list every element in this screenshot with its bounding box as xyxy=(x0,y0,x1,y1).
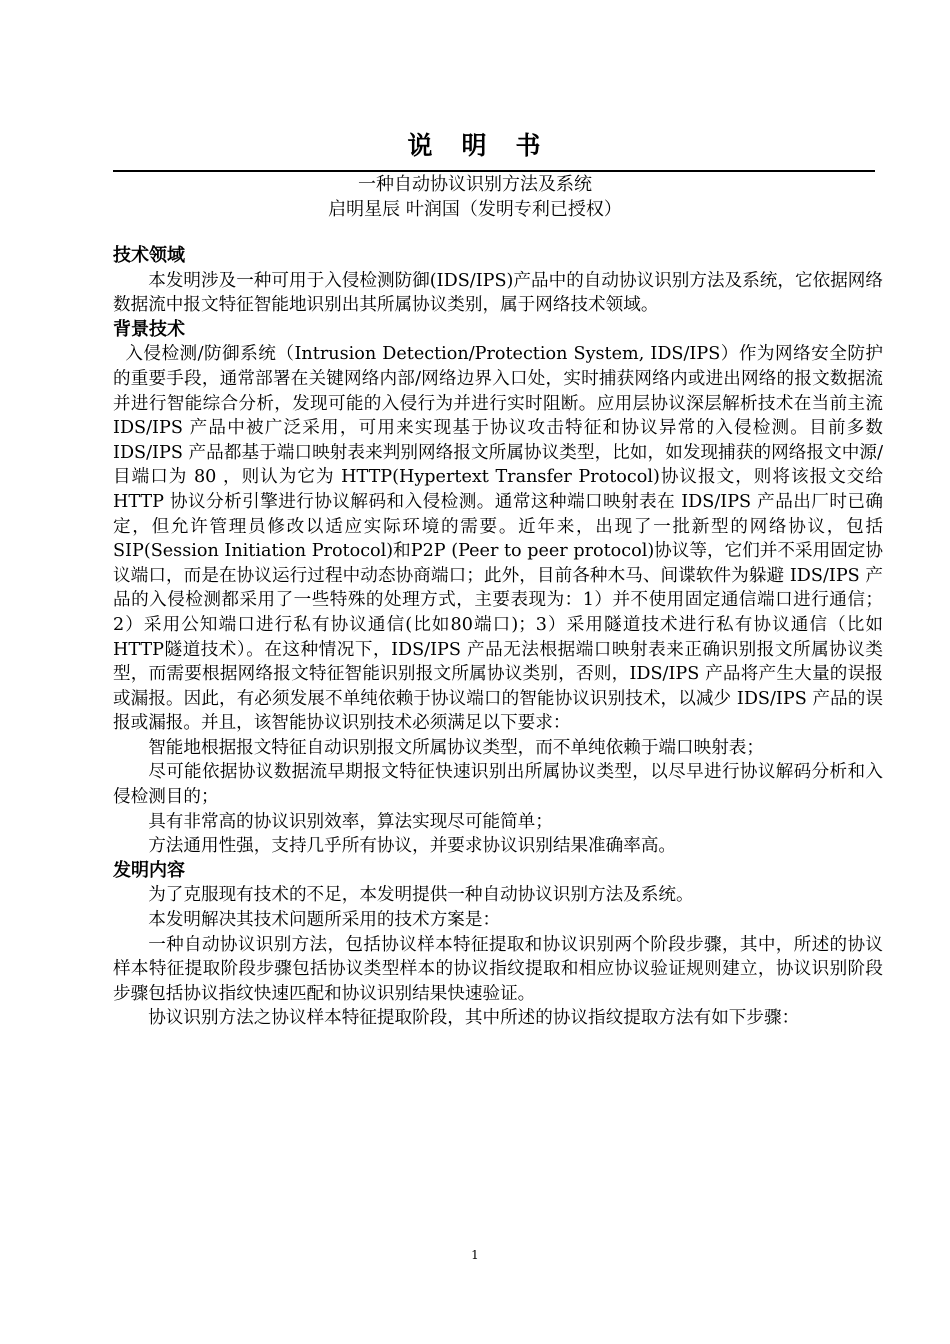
document-subtitle: 一种自动协议识别方法及系统 xyxy=(358,174,592,195)
requirement-item: 方法通用性强，支持几乎所有协议，并要求协议识别结果准确率高。 xyxy=(148,836,677,857)
requirement-item: 具有非常高的协议识别效率，算法实现尽可能简单； xyxy=(148,811,553,832)
section-heading-tech-field: 技术领域 xyxy=(113,245,185,266)
document-title: 说 明 书 xyxy=(407,131,543,160)
requirement-item: 尽可能依据协议数据流早期报文特征快速识别出所属协议类型，以尽早进行协议解码分析和入侵检测目的； xyxy=(113,762,883,808)
document-authors: 启明星辰 叶润国（发明专利已授权） xyxy=(328,199,622,220)
page-number: 1 xyxy=(471,1248,479,1262)
paragraph: 协议识别方法之协议样本特征提取阶段，其中所述的协议指纹提取方法有如下步骤： xyxy=(148,1008,800,1029)
requirement-item: 智能地根据报文特征自动识别报文所属协议类型，而不单纯依赖于端口映射表； xyxy=(148,737,764,758)
paragraph: 入侵检测/防御系统（Intrusion Detection/Protection System, IDS/IPS）作为网络安全防护的重要手段，通常部署在关键网络内部/网络边界入口处，实时捕获网络内或进出网络的报文数据流并进行智能综合分析，发现可能的入侵行为并进行实时阻断。应用层协议深层解析技术在当前主流 IDS/IPS 产品中被广泛采用，可用来实现基于协议攻击特征和协议异常的入侵检测。目前多数 IDS/IPS 产品都基于端口映射表来判别网络报文所属协议类型，比如，如发现捕获的网络报文中源/目端口为 80 ，则认为它为 HTTP(Hypertext Transfer Protocol)协议报文，则将该报文交给HTTP 协议分析引擎进行协议解码和入侵检测。通常这种端口映射表在 IDS/IPS 产品出厂时已确定，但允许管理员修改以适应实际环境的需要。近年来，出现了一批新型的网络协议，包括SIP(Session Initiation Protocol)和P2P (Peer to peer protocol)协议等，它们并不采用固定协议端口，而是在协议运行过程中动态协商端口；此外，目前各种木马、间谍软件为躲避 IDS/IPS 产品的入侵检测都采用了一些特殊的处理方式，主要表现为：1）并不使用固定通信端口进行通信；2）采用公知端口进行私有协议通信(比如80端口)；3）采用隧道技术进行私有协议通信（比如HTTP隧道技术）。在这种情况下，IDS/IPS 产品无法根据端口映射表来正确识别报文所属协议类型，而需要根据网络报文特征智能识别报文所属协议类别，否则，IDS/IPS 产品将产生大量的误报或漏报。因此，有必须发展不单纯依赖于协议端口的智能协议识别技术，以减少 IDS/IPS 产品的误报或漏报。并且，该智能协议识别技术必须满足以下要求： xyxy=(113,344,883,734)
paragraph: 为了克服现有技术的不足，本发明提供一种自动协议识别方法及系统。 xyxy=(148,885,694,906)
section-heading-background: 背景技术 xyxy=(113,318,185,340)
document-body xyxy=(113,244,883,1031)
section-heading-invention: 发明内容 xyxy=(113,859,185,881)
paragraph: 本发明涉及一种可用于入侵检测防御(IDS/IPS)产品中的自动协议识别方法及系统，它依据网络数据流中报文特征智能地识别出其所属协议类别，属于网络技术领域。 xyxy=(113,270,883,316)
paragraph: 一种自动协议识别方法，包括协议样本特征提取和协议识别两个阶段步骤，其中，所述的协议样本特征提取阶段步骤包括协议类型样本的协议指纹提取和相应协议验证规则建立，协议识别阶段步骤包括协议指纹快速匹配和协议识别结果快速验证。 xyxy=(113,934,883,1004)
paragraph: 本发明解决其技术问题所采用的技术方案是： xyxy=(148,910,501,931)
